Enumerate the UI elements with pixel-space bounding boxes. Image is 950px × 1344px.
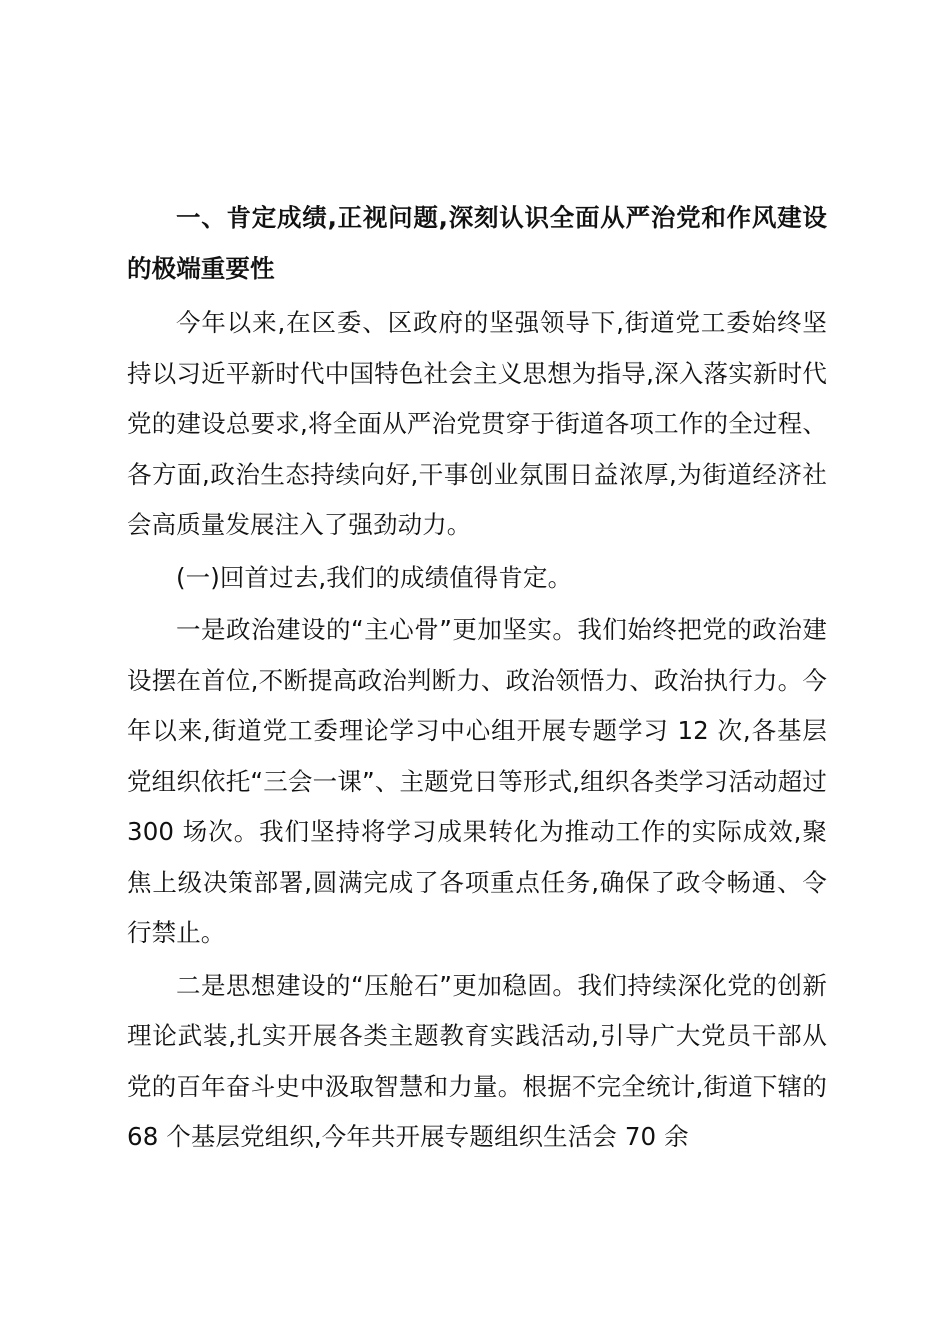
paragraph-subheading: (一)回首过去,我们的成绩值得肯定。	[176, 562, 573, 592]
document-body	[127, 193, 827, 1165]
paragraph-ideological-construction: 二是思想建设的“压舱石”更加稳固。我们持续深化党的创新理论武装,扎实开展各类主题教育实践活动,引导广大党员干部从党的百年奋斗史中汲取智慧和力量。根据不完全统计,街道下辖的 68 个基层党组织,今年共开展专题组织生活会 70 余	[127, 970, 827, 1151]
paragraph-political-construction: 一是政治建设的“主心骨”更加坚实。我们始终把党的政治建设摆在首位,不断提高政治判断力、政治领悟力、政治执行力。今年以来,街道党工委理论学习中心组开展专题学习 12 次,各基层党组织依托“三会一课”、主题党日等形式,组织各类学习活动超过 300 场次。我们坚持将学习成果转化为推动工作的实际成效,聚焦上级决策部署,圆满完成了各项重点任务,确保了政令畅通、令行禁止。	[127, 615, 827, 947]
section-heading: 一、肯定成绩,正视问题,深刻认识全面从严治党和作风建设的极端重要性	[127, 203, 827, 283]
paragraph-intro: 今年以来,在区委、区政府的坚强领导下,街道党工委始终坚持以习近平新时代中国特色社会主义思想为指导,深入落实新时代党的建设总要求,将全面从严治党贯穿于街道各项工作的全过程、各方面,政治生态持续向好,干事创业氛围日益浓厚,为街道经济社会高质量发展注入了强劲动力。	[127, 308, 827, 539]
